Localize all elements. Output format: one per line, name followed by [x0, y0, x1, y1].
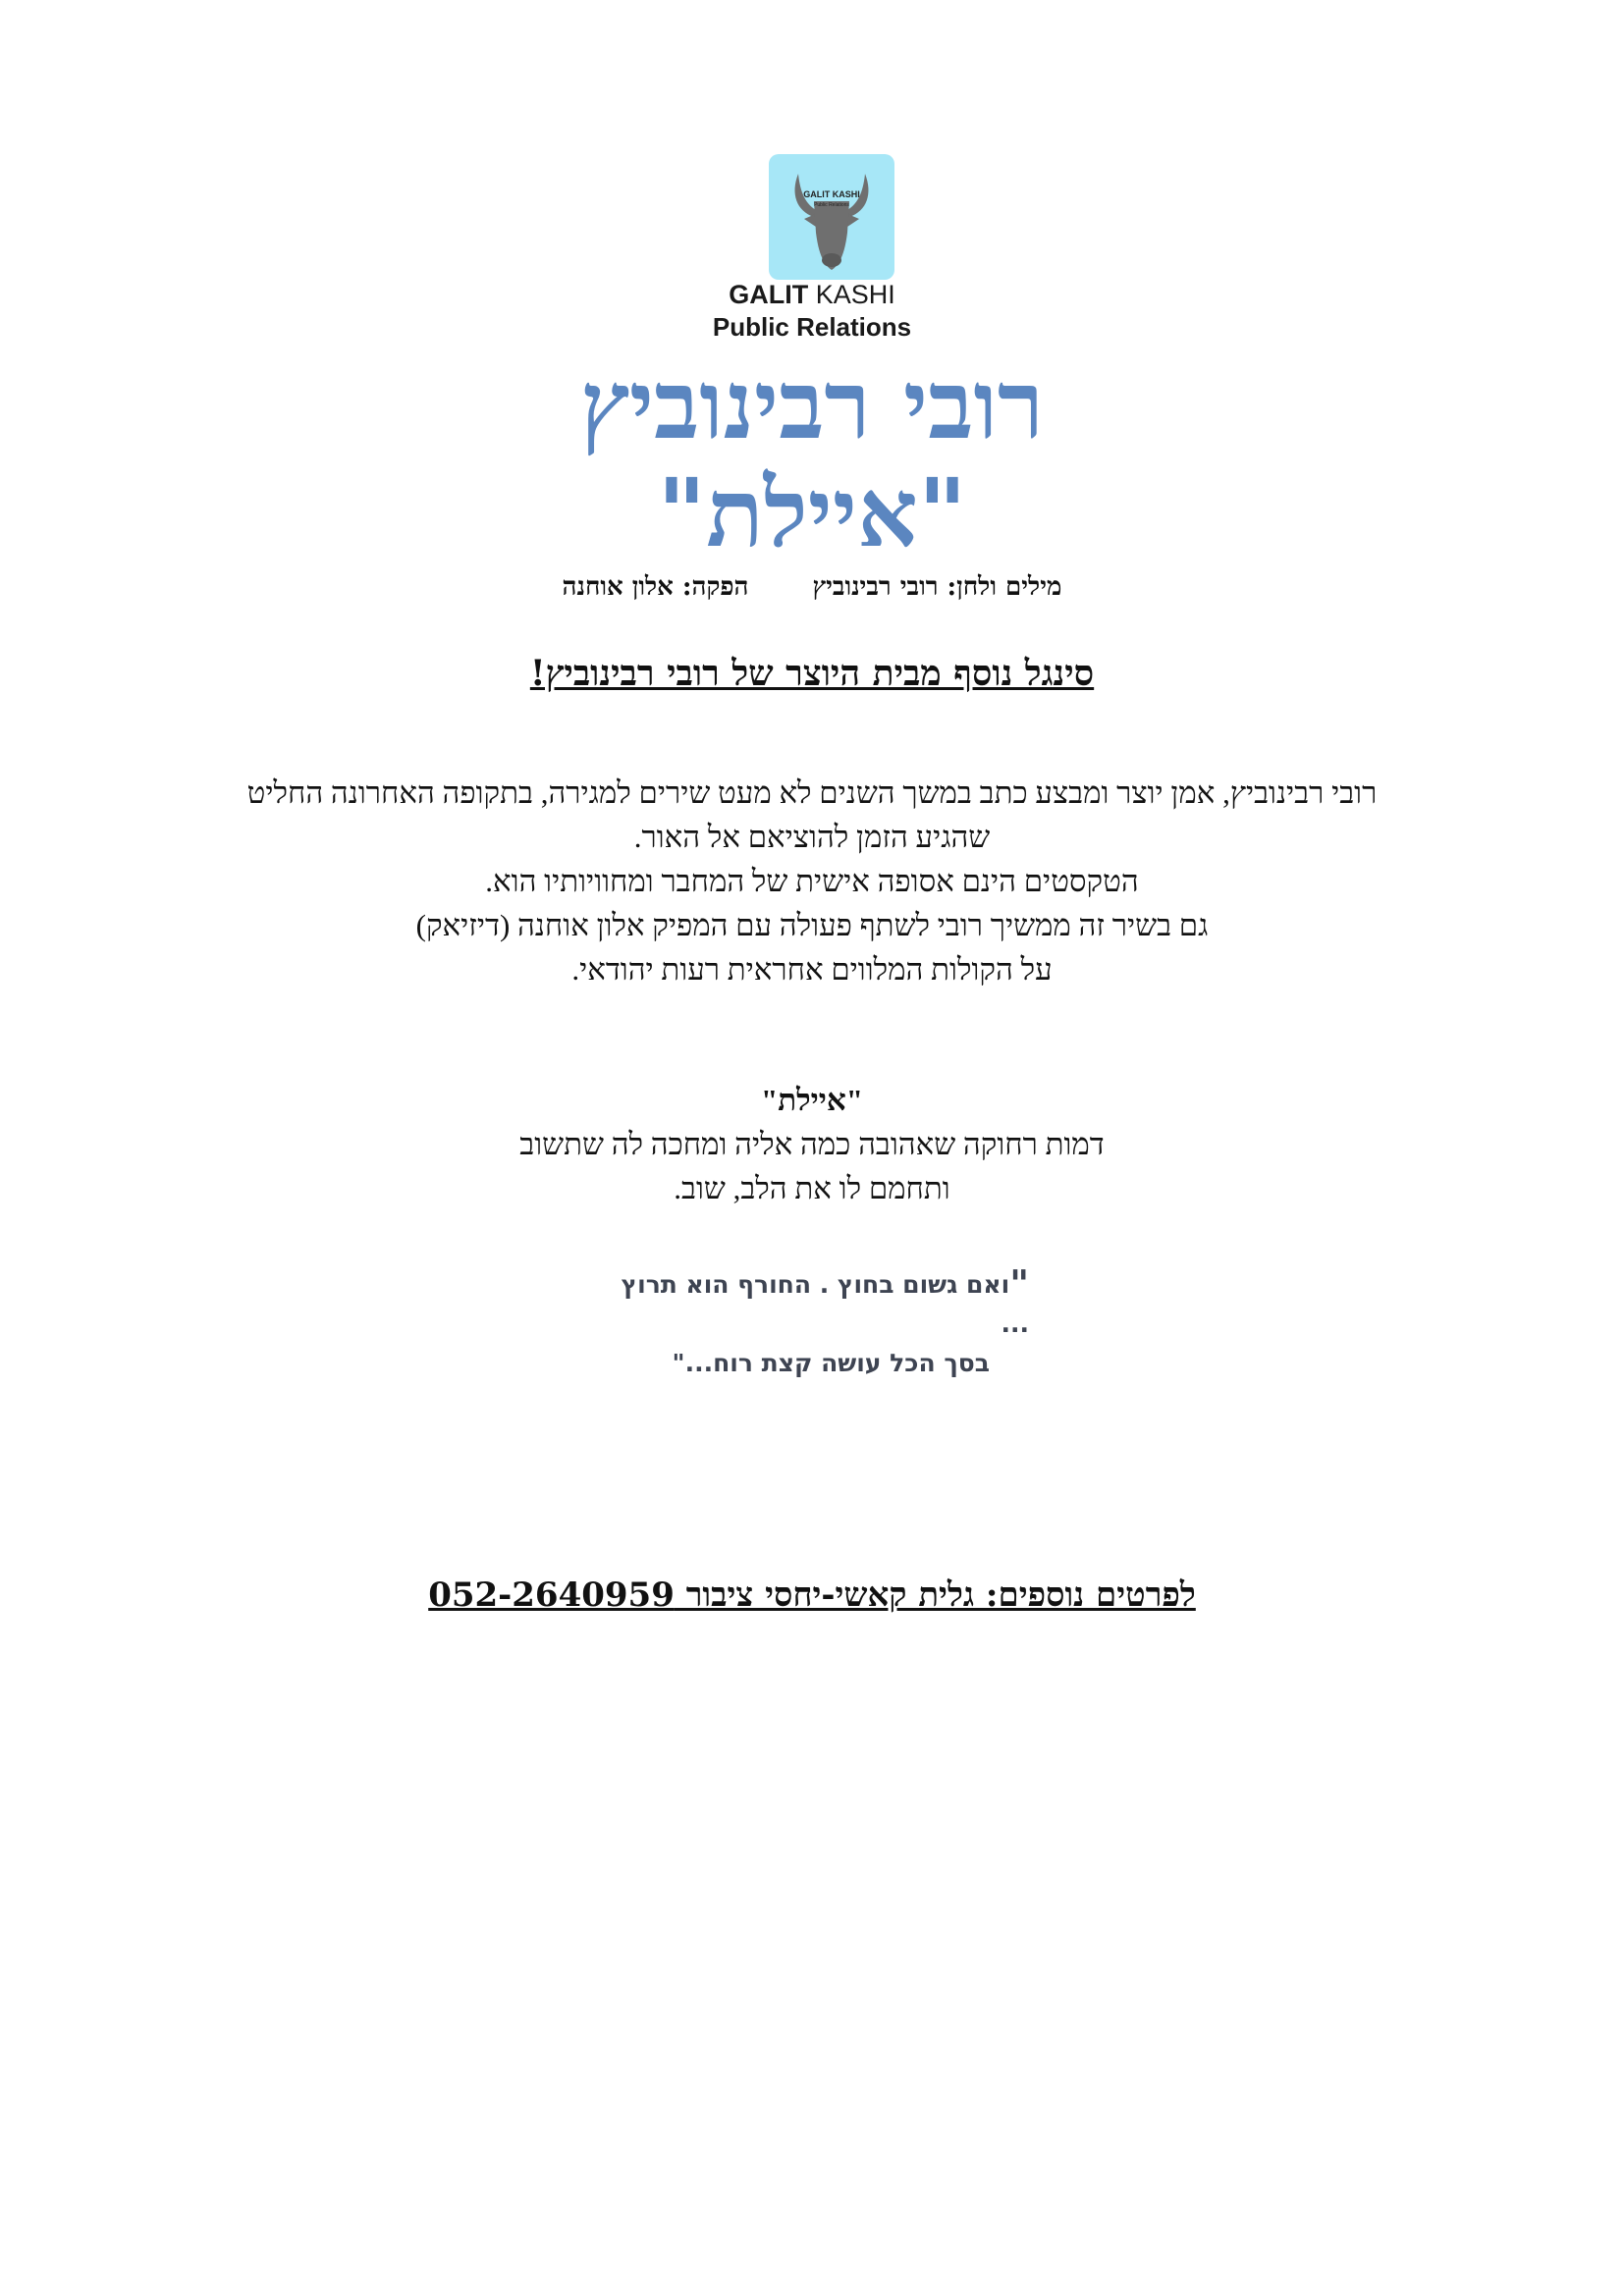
- song-section-title: "איילת": [761, 1083, 863, 1117]
- body-line: גם בשיר זה ממשיך רובי לשתף פעולה עם המפיק אלון אוחנה (דיזיאק): [415, 908, 1209, 942]
- song-name: "איילת": [657, 457, 967, 568]
- credit-words-music: מילים ולחן: רובי רבינוביץ: [812, 572, 1062, 602]
- body-line: רובי רבינוביץ, אמן יוצר ומבצע כתב במשך השנים לא מעט שירים למגירה, בתקופה האחרונה החליט: [246, 775, 1378, 810]
- body-line: על הקולות המלווים אחראית רעות יהודאי.: [571, 952, 1053, 987]
- quote-line-2: בסך הכל עושה קצת רוח...": [672, 1349, 990, 1377]
- logo-badge-text: GALIT KASHI: [803, 189, 860, 199]
- body-line: שהגיע הזמן להוציאם אל האור.: [633, 820, 991, 854]
- quote-line-1: ואם גשום בחוץ . החורף הוא תרוץ ...: [621, 1270, 1029, 1338]
- page-title: [0, 351, 1624, 567]
- brand-name: [0, 279, 1624, 344]
- credits-line: [0, 572, 1624, 602]
- contact-line: לפרטים נוספים: גלית קאשי-יחסי ציבור 052-2640959: [428, 1575, 1196, 1615]
- credit-production: הפקה: אלון אוחנה: [562, 572, 749, 602]
- song-description-line: ותחמם לו את הלב, שוב.: [674, 1171, 950, 1205]
- body-paragraph: [0, 771, 1624, 991]
- body-line: הטקסטים הינם אסופה אישית של המחבר ומחוויותיו הוא.: [485, 864, 1139, 898]
- brand-tagline: Public Relations: [712, 312, 912, 342]
- artist-name: רובי רבינוביץ: [579, 349, 1045, 460]
- song-section: [0, 1078, 1624, 1210]
- headline: סינגל נוסף מבית היוצר של רובי רבינוביץ!: [529, 653, 1095, 694]
- brand-name-first: GALIT: [729, 280, 809, 309]
- brand-name-second: KASHI: [815, 280, 895, 309]
- lyric-quote: [597, 1264, 1029, 1383]
- logo-badge: [769, 154, 894, 280]
- song-description-line: דמות רחוקה שאהובה כמה אליה ומחכה לה שתשוב: [519, 1127, 1105, 1161]
- quote-open-mark: ": [1009, 1262, 1029, 1306]
- logo-badge-subtext: Public Relations: [814, 202, 849, 208]
- bull-head-icon: [769, 154, 894, 280]
